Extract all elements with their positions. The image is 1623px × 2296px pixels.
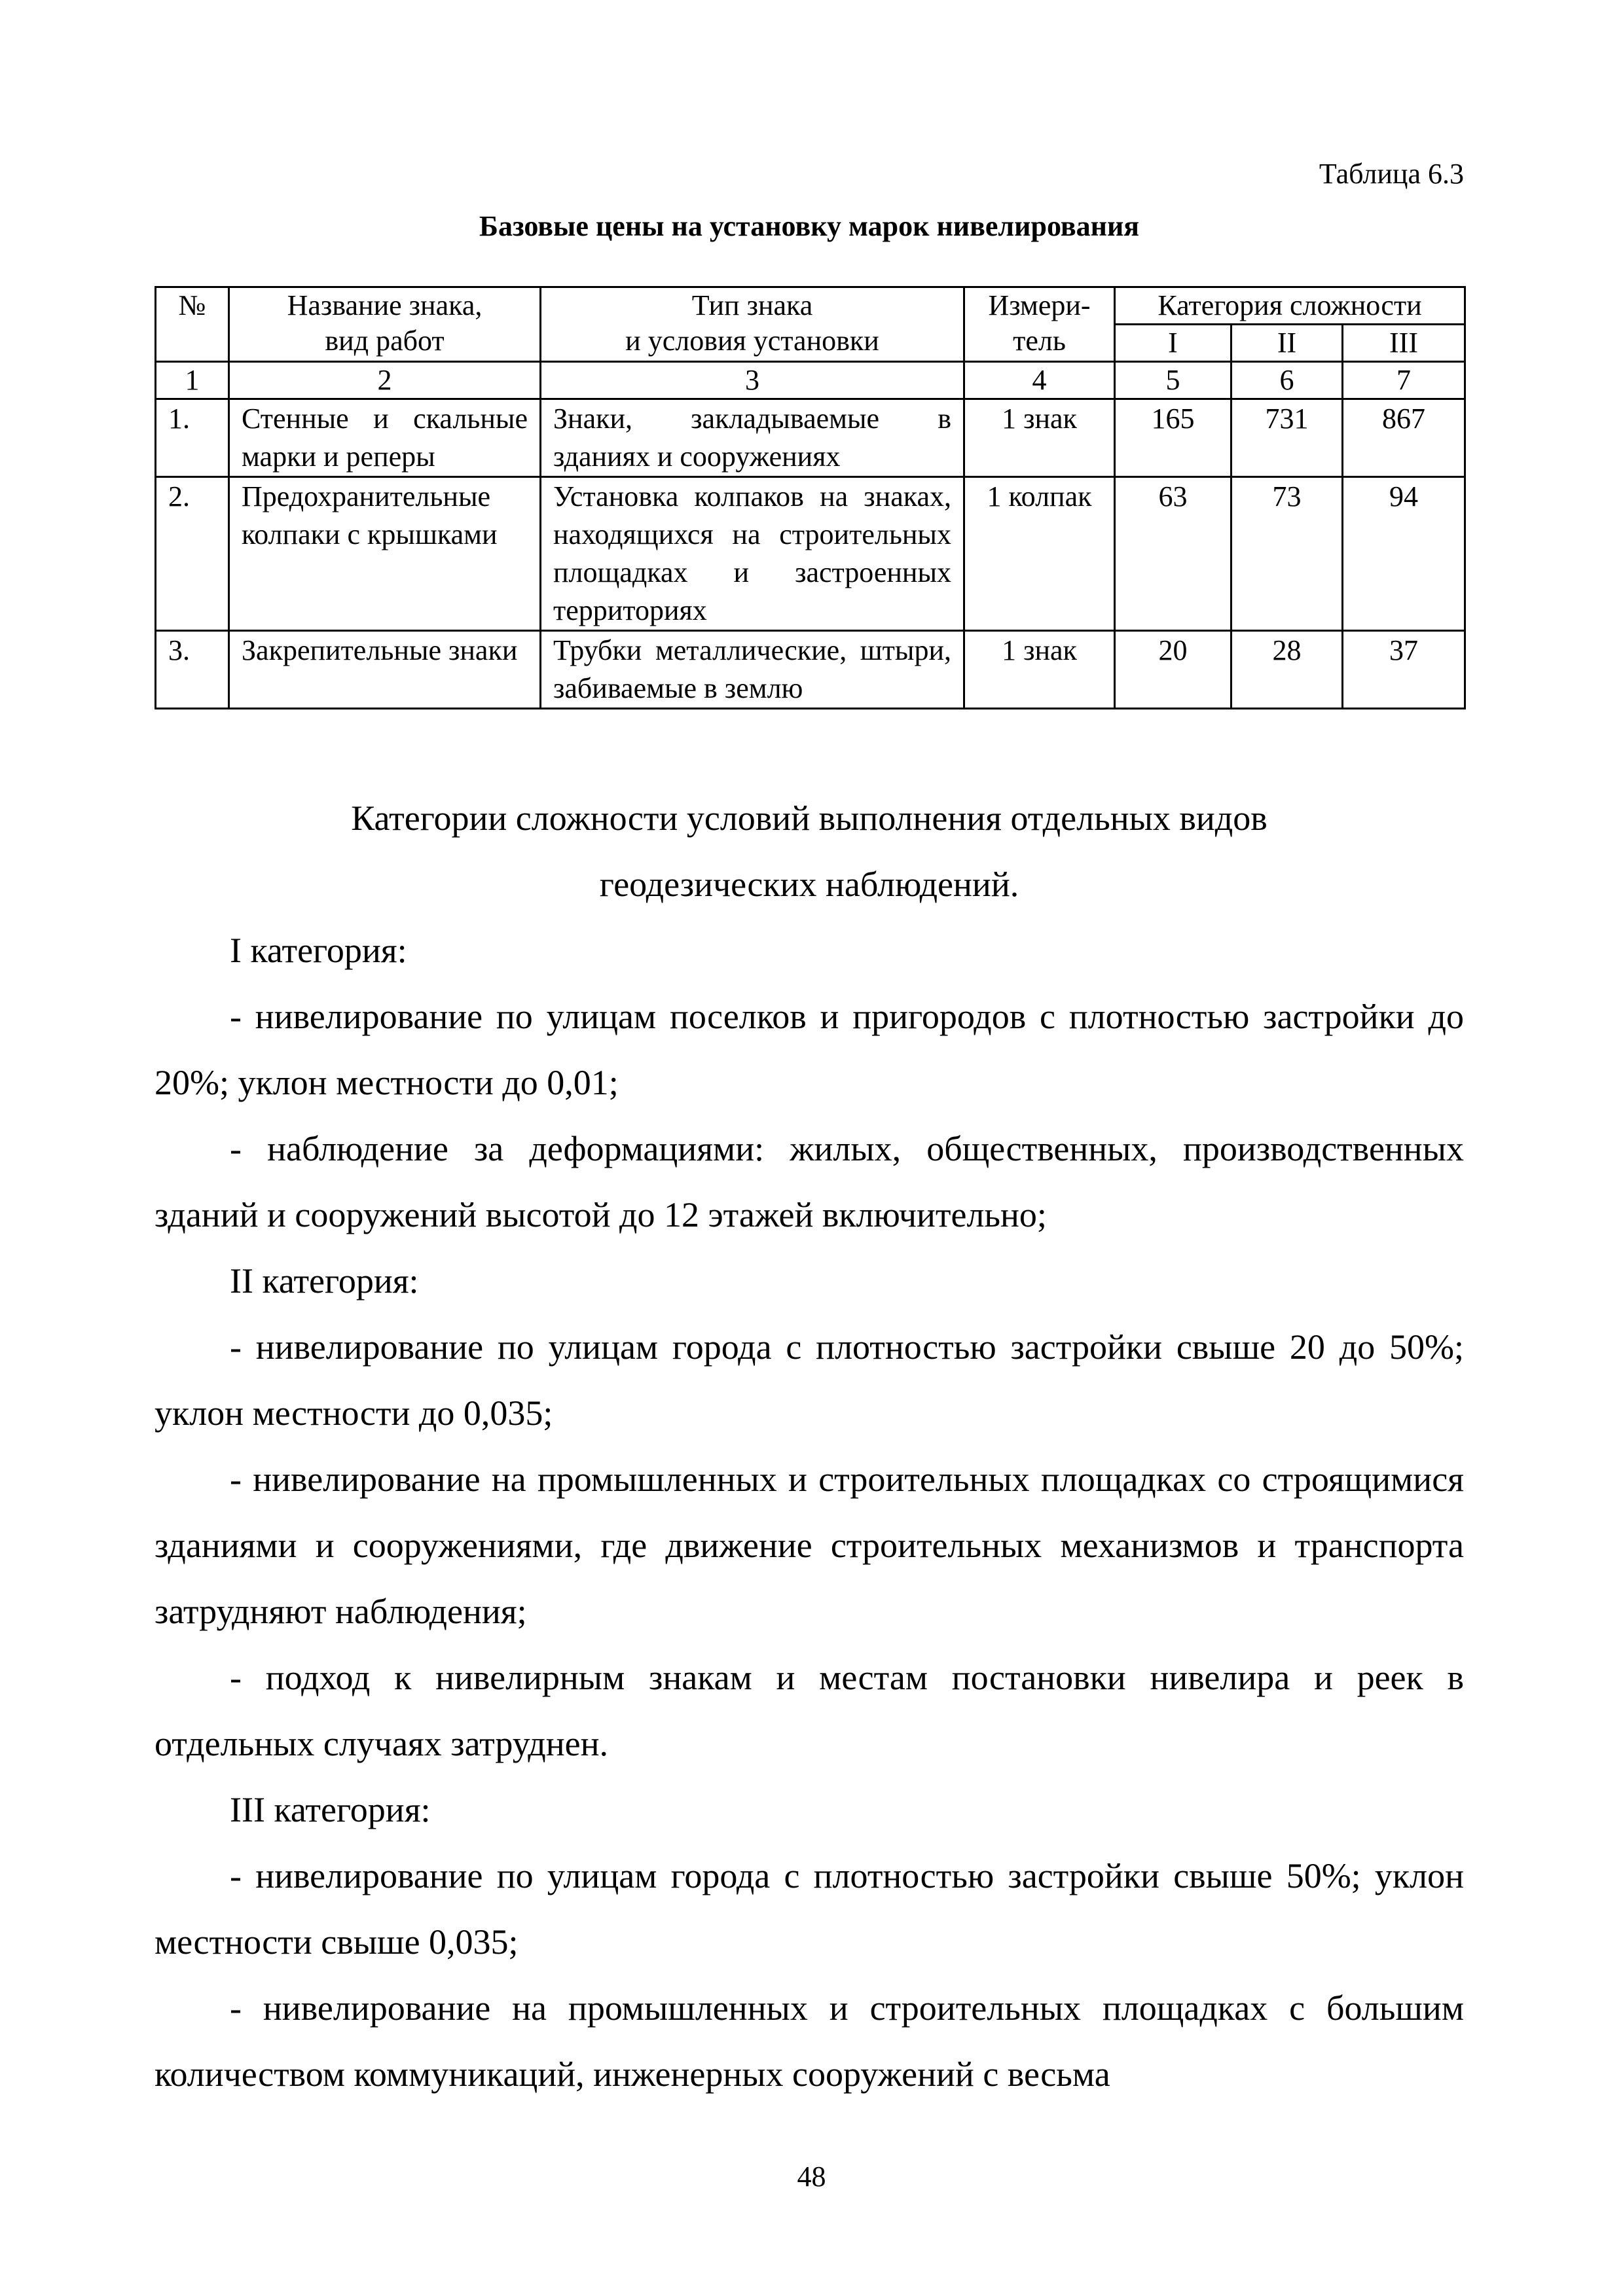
header-complexity: Категория сложности (1115, 287, 1465, 325)
category-3-title: III категория: (230, 1790, 431, 1829)
header-type-line1: Тип знака (691, 289, 813, 321)
row-price-cat1: 165 (1115, 399, 1231, 477)
header-name (229, 287, 541, 362)
category-3-item: - нивелирование по улицам города с плотностью застройки свыше 50%; уклон местности свыше 0,035; (155, 1856, 1464, 1962)
category-3-item: - нивелирование на промышленных и строительных площадках с большим количеством коммуникаций, инженерных сооружений с весьма (155, 1988, 1464, 2094)
section-heading-line1: Категории сложности условий выполнения отдельных видов (351, 798, 1267, 838)
header-number: № (156, 287, 229, 362)
row-name: Предохранительные колпаки с крышками (229, 477, 541, 631)
row-price-cat2: 73 (1231, 477, 1343, 631)
column-index: 7 (1343, 362, 1465, 399)
header-cat3: III (1343, 325, 1465, 362)
table-row (156, 631, 1465, 709)
header-cat1: I (1115, 325, 1231, 362)
column-index: 2 (229, 362, 541, 399)
header-cat2: II (1231, 325, 1343, 362)
row-name: Закрепительные знаки (229, 631, 541, 709)
header-name-line1: Название знака, (287, 289, 483, 321)
row-price-cat1: 20 (1115, 631, 1231, 709)
section-heading-line2: геодезических наблюдений. (599, 865, 1019, 904)
category-2-item: - нивелирование на промышленных и строительных площадках со строящимися зданиями и сооружениями, где движение строительных механизмов и транспорта затрудняют наблюдения; (155, 1460, 1464, 1631)
column-index: 1 (156, 362, 229, 399)
header-unit (964, 287, 1115, 362)
row-type: Трубки металлические, штыри, забиваемые в землю (541, 631, 964, 709)
header-name-line2: вид работ (325, 325, 445, 357)
row-name: Стенные и скальные марки и реперы (229, 399, 541, 477)
category-2-title: II категория: (230, 1261, 419, 1300)
row-price-cat1: 63 (1115, 477, 1231, 631)
column-index: 5 (1115, 362, 1231, 399)
category-2-item: - нивелирование по улицам города с плотностью застройки свыше 20 до 50%; уклон местности до 0,035; (155, 1327, 1464, 1433)
category-2-item: - подход к нивелирным знакам и местам постановки нивелира и реек в отдельных случаях затруднен. (155, 1658, 1464, 1763)
row-price-cat2: 731 (1231, 399, 1343, 477)
row-unit: 1 знак (964, 399, 1115, 477)
column-index: 4 (964, 362, 1115, 399)
column-index: 6 (1231, 362, 1343, 399)
page-number: 48 (797, 2161, 826, 2193)
category-1-item: - нивелирование по улицам поселков и пригородов с плотностью застройки до 20%; уклон местности до 0,01; (155, 997, 1464, 1102)
row-price-cat3: 867 (1343, 399, 1465, 477)
price-table (155, 286, 1466, 709)
column-index: 3 (541, 362, 964, 399)
table-row (156, 477, 1465, 631)
row-type: Знаки, закладываемые в зданиях и сооружениях (541, 399, 964, 477)
column-index-row (156, 362, 1465, 399)
header-unit-line1: Измери- (988, 289, 1091, 321)
category-1-item: - наблюдение за деформациями: жилых, общественных, производственных зданий и сооружений высотой до 12 этажей включительно; (155, 1129, 1464, 1234)
row-unit: 1 знак (964, 631, 1115, 709)
header-type-line2: и условия установки (625, 325, 879, 357)
row-number: 3. (156, 631, 229, 709)
category-1-title: I категория: (230, 931, 407, 970)
row-price-cat2: 28 (1231, 631, 1343, 709)
table-number: Таблица 6.3 (1319, 158, 1464, 190)
table-row (156, 399, 1465, 477)
row-number: 1. (156, 399, 229, 477)
header-unit-line2: тель (1013, 325, 1066, 357)
row-price-cat3: 37 (1343, 631, 1465, 709)
table-title: Базовые цены на установку марок нивелирования (479, 210, 1140, 242)
row-price-cat3: 94 (1343, 477, 1465, 631)
header-type (541, 287, 964, 362)
row-unit: 1 колпак (964, 477, 1115, 631)
row-number: 2. (156, 477, 229, 631)
row-type: Установка колпаков на знаках, находящихся на строительных площадках и застроенных территориях (541, 477, 964, 631)
